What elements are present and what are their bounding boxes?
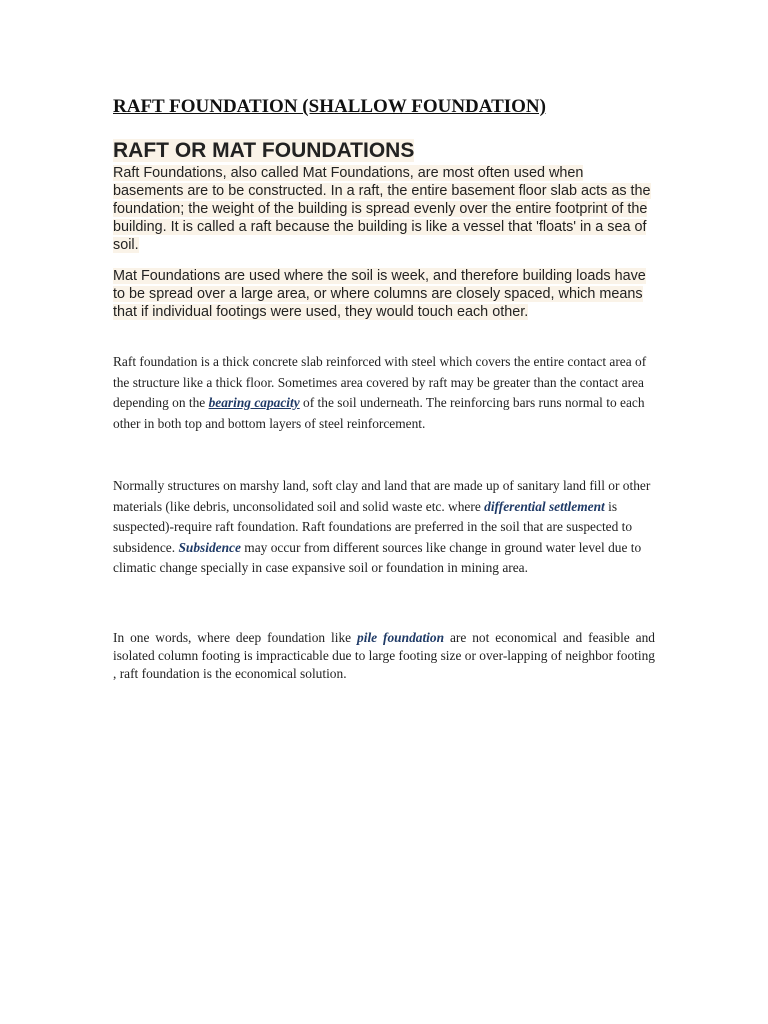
mat-foundation-usage-text: Mat Foundations are used where the soil is week, and therefore building loads have to be spread over a large area, or where columns are closely spaced, which means that if individual footings were used, they would touch each other. [113, 268, 646, 320]
pile-foundation-term: pile foundation [357, 630, 445, 645]
differential-settlement-term: differential settlement [484, 498, 605, 514]
soil-conditions-paragraph [113, 476, 655, 579]
mat-foundation-intro-text: Raft Foundations, also called Mat Foundations, are most often used when basements are to be constructed. In a raft, the entire basement floor slab acts as the foundation; the weight of the building is spread evenly over the entire footprint of the building. It is called a raft because the building is like a vessel that 'floats' in a sea of soil. [113, 165, 651, 253]
paragraph-text: is suspected)-require raft foundation. Raft foundations are preferred in the soil that are suspected to subsidence. [113, 498, 633, 555]
paragraph-text: In one words, where deep foundation like [113, 630, 358, 645]
bearing-capacity-link[interactable]: bearing capacity [208, 395, 300, 410]
raft-definition-paragraph [113, 352, 655, 434]
paragraph-text: Normally structures on marshy land, soft clay and land that are made up of sanitary land fill or other materials (like debris, unconsolidated soil and solid waste etc. where [113, 478, 651, 514]
paragraph-text: of the soil underneath. The reinforcing bars runs normal to each other in both top and bottom layers of steel reinforcement. [113, 395, 645, 431]
paragraph-text: Raft foundation is a thick concrete slab reinforced with steel which covers the entire contact area of the structure like a thick floor. Sometimes area covered by raft may be greater than the contact area depending on the [113, 354, 647, 410]
section-heading-text: RAFT OR MAT FOUNDATIONS [113, 139, 415, 162]
paragraph-text: may occur from different sources like change in ground water level due to climatic change specially in case expansive soil or foundation in mining area. [113, 539, 642, 575]
document-title: RAFT FOUNDATION (SHALLOW FOUNDATION) [113, 96, 546, 117]
paragraph-text: are not economical and feasible and isolated column footing is impracticable due to large footing size or over-lapping of neighbor footing , raft foundation is the economical solution. [113, 630, 655, 681]
mat-foundation-intro-paragraph [113, 164, 655, 254]
section-heading [113, 138, 655, 164]
subsidence-term: Subsidence [178, 539, 241, 555]
mat-foundation-usage-paragraph [113, 267, 655, 321]
conclusion-paragraph [113, 629, 655, 683]
